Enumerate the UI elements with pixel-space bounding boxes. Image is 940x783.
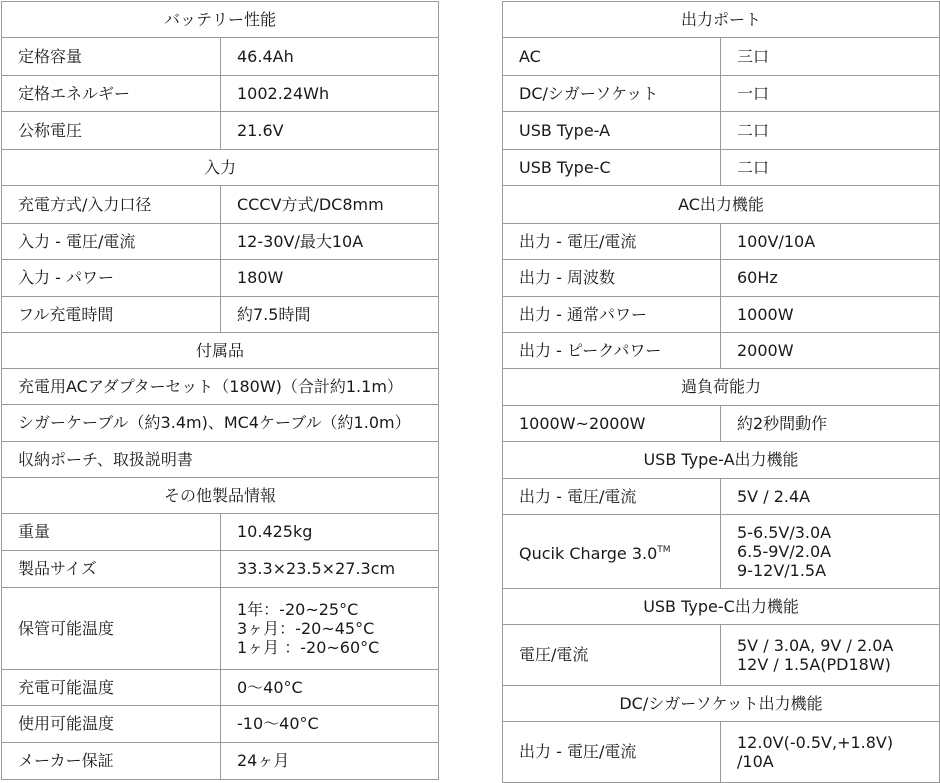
accessory-item: 充電用ACアダプターセット（180W)（合計約1.1m）: [2, 369, 439, 405]
table-row: [2, 260, 439, 297]
row-value: 1002.24Wh: [221, 76, 439, 112]
row-label: 出力 - 通常パワー: [503, 297, 721, 333]
trademark-mark: TM: [657, 544, 671, 555]
row-value: 5V / 3.0A, 9V / 2.0A 12V / 1.5A(PD18W): [721, 625, 940, 686]
row-label: 電圧/電流: [503, 625, 721, 686]
row-value: 1年：-20~25°C 3ヶ月：-20~45°C 1ヶ月 ：-20~60°C: [221, 588, 439, 670]
table-row: [2, 706, 439, 743]
table-row: [2, 297, 439, 333]
row-label: USB Type-C: [503, 150, 721, 186]
row-label: AC: [503, 38, 721, 76]
table-row: [503, 76, 940, 112]
row-value: 三口: [721, 38, 940, 76]
section-header-usb-a-output: USB Type-A出力機能: [503, 442, 940, 479]
row-value: 33.3×23.5×27.3cm: [221, 551, 439, 588]
row-value: 一口: [721, 76, 940, 112]
table-row: [503, 333, 940, 369]
row-value: 約7.5時間: [221, 297, 439, 333]
row-value: 24ヶ月: [221, 743, 439, 780]
row-value: 5V / 2.4A: [721, 479, 940, 515]
row-value: 60Hz: [721, 260, 940, 297]
row-label: 出力 - 電圧/電流: [503, 479, 721, 515]
row-value: 10.425kg: [221, 514, 439, 551]
section-header-input: 入力: [2, 150, 439, 186]
row-value: 46.4Ah: [221, 38, 439, 76]
accessory-item: 収納ポーチ、取扱説明書: [2, 442, 439, 478]
row-value: 180W: [221, 260, 439, 297]
row-value: -10〜40°C: [221, 706, 439, 743]
table-row: [2, 670, 439, 706]
row-value: 1000W: [721, 297, 940, 333]
table-row: [503, 260, 940, 297]
row-value: 二口: [721, 150, 940, 186]
table-row: [503, 625, 940, 686]
row-label: 出力 - 電圧/電流: [503, 722, 721, 783]
table-row: [2, 76, 439, 112]
row-label: 出力 - 周波数: [503, 260, 721, 297]
row-label: USB Type-A: [503, 112, 721, 150]
row-value: 21.6V: [221, 112, 439, 150]
section-header-dc-output: DC/シガーソケット出力機能: [503, 686, 940, 722]
left-spec-table: [1, 1, 439, 780]
table-row: [503, 479, 940, 515]
section-header-battery: バッテリー性能: [2, 2, 439, 38]
row-label: 入力 - 電圧/電流: [2, 224, 221, 260]
row-value: CCCV方式/DC8mm: [221, 186, 439, 224]
table-row: [503, 297, 940, 333]
row-value: 12-30V/最大10A: [221, 224, 439, 260]
table-row: [503, 722, 940, 783]
table-row: [503, 112, 940, 150]
row-value: 5-6.5V/3.0A 6.5-9V/2.0A 9-12V/1.5A: [721, 515, 940, 589]
table-row: [2, 224, 439, 260]
accessory-item: シガーケーブル（約3.4m)、MC4ケーブル（約1.0m）: [2, 405, 439, 442]
section-header-usb-c-output: USB Type-C出力機能: [503, 589, 940, 625]
section-header-overload: 過負荷能力: [503, 369, 940, 406]
row-label: 保管可能温度: [2, 588, 221, 670]
row-label: 重量: [2, 514, 221, 551]
section-header-other: その他製品情報: [2, 478, 439, 514]
row-label: メーカー保証: [2, 743, 221, 780]
section-header-ac-output: AC出力機能: [503, 186, 940, 224]
row-label: 定格エネルギー: [2, 76, 221, 112]
row-label: 1000W~2000W: [503, 406, 721, 442]
table-row: [2, 588, 439, 670]
row-label: 充電方式/入力口径: [2, 186, 221, 224]
table-row: [2, 743, 439, 780]
row-label: 製品サイズ: [2, 551, 221, 588]
section-header-accessories: 付属品: [2, 333, 439, 369]
section-header-ports: 出力ポート: [503, 2, 940, 38]
qc-label: Qucik Charge 3.0: [519, 543, 658, 563]
row-label: 公称電圧: [2, 112, 221, 150]
list-item: [2, 369, 439, 405]
row-value: 100V/10A: [721, 224, 940, 260]
list-item: [2, 405, 439, 442]
row-label: 入力 - パワー: [2, 260, 221, 297]
right-spec-table: [502, 1, 940, 783]
table-row: [2, 514, 439, 551]
table-row: [2, 186, 439, 224]
row-value: 二口: [721, 112, 940, 150]
row-label: [503, 515, 721, 589]
row-label: DC/シガーソケット: [503, 76, 721, 112]
row-label: 充電可能温度: [2, 670, 221, 706]
row-value: 12.0V(-0.5V,+1.8V) /10A: [721, 722, 940, 783]
table-row: [2, 38, 439, 76]
row-label: 使用可能温度: [2, 706, 221, 743]
row-label: 出力 - 電圧/電流: [503, 224, 721, 260]
table-row: [2, 551, 439, 588]
table-row: [503, 224, 940, 260]
row-label: フル充電時間: [2, 297, 221, 333]
list-item: [2, 442, 439, 478]
row-value: 2000W: [721, 333, 940, 369]
row-label: 定格容量: [2, 38, 221, 76]
row-label: 出力 - ピークパワー: [503, 333, 721, 369]
table-row: [503, 515, 940, 589]
row-value: 0〜40°C: [221, 670, 439, 706]
table-row: [503, 38, 940, 76]
table-row: [2, 112, 439, 150]
table-row: [503, 406, 940, 442]
row-value: 約2秒間動作: [721, 406, 940, 442]
table-row: [503, 150, 940, 186]
